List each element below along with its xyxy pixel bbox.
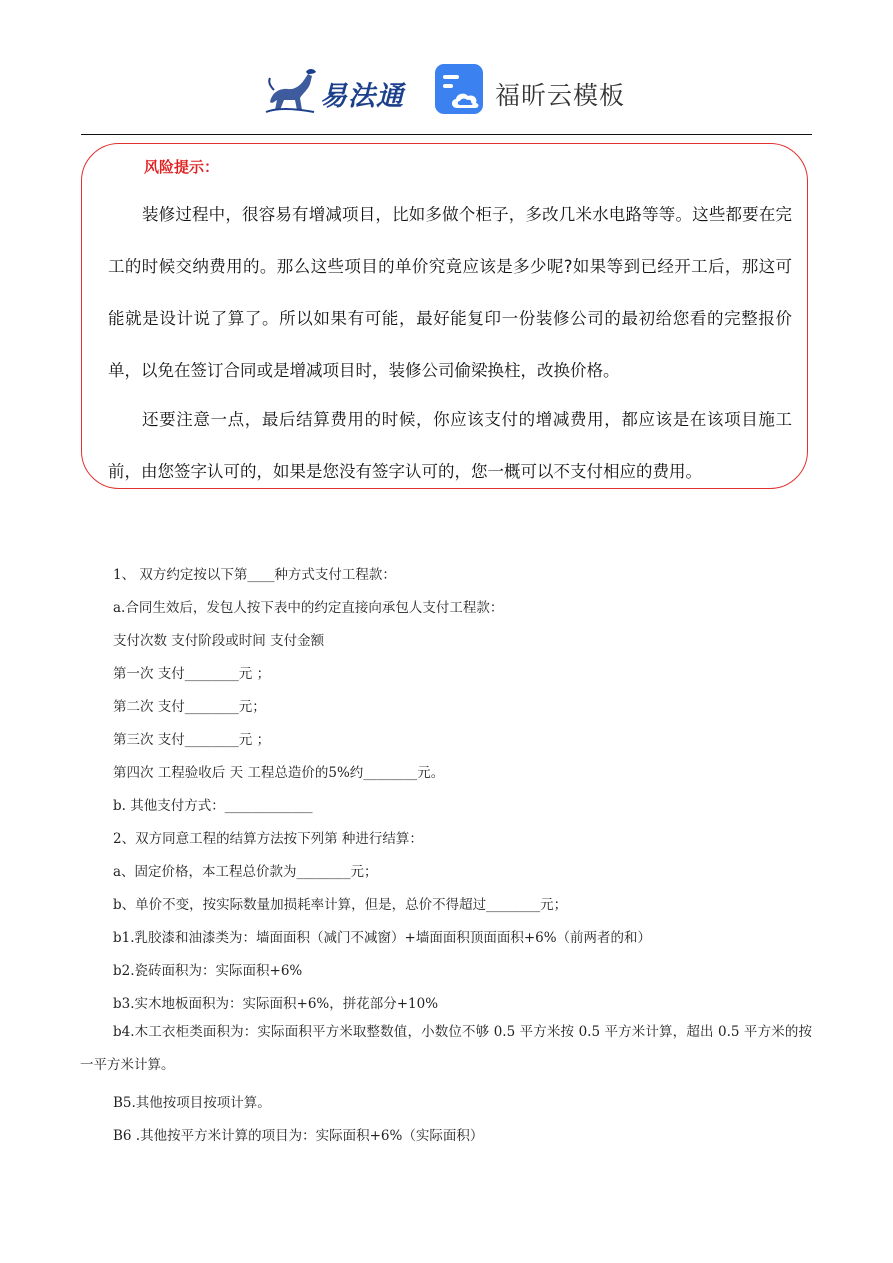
clause-2-settlement-method: 2、双方同意工程的结算方法按下列第 种进行结算： [113,831,423,847]
payment-fourth: 第四次 工程验收后 天 工程总造价的5%约________元。 [113,765,445,781]
rule-b3-wood-floor: b3.实木地板面积为：实际面积+6%，拼花部分+10% [113,996,439,1012]
payment-table-header: 支付次数 支付阶段或时间 支付金额 [113,633,325,649]
brand-left-label: 易法通 [320,81,404,112]
header-divider [81,134,812,135]
risk-notice-paragraph-1: 装修过程中，很容易有增减项目，比如多做个柜子，多改几米水电路等等。这些都要在完工的时候交纳费用的。那么这些项目的单价究竟应该是多少呢?如果等到已经开工后，那这可能就是设计说了算了。所以如果有可能，最好能复印一份装修公司的最初给您看的完整报价单，以免在签订合同或是增减项目时，装修公司偷梁换柱，改换价格。 [108,205,792,380]
clause-b-other-payment: b. 其他支付方式：_____________ [113,798,313,814]
settlement-fixed-price: a、固定价格，本工程总价款为________元； [113,864,378,880]
payment-second: 第二次 支付________元； [113,699,266,715]
rule-b2-tile: b2.瓷砖面积为：实际面积+6% [113,963,303,979]
clause-1-payment-method: 1、 双方约定按以下第____种方式支付工程款： [113,567,396,583]
qilin-icon [262,62,322,118]
clause-a-direct-payment: a.合同生效后，发包人按下表中的约定直接向承包人支付工程款： [113,600,504,616]
rule-b4-wardrobe: b4.木工衣柜类面积为：实际面积平方米取整数值，小数位不够 0.5 平方米按 0.5 平方米计算，超出 0.5 平方米的按一平方米计算。 [80,1024,812,1073]
fuxin-logo [435,64,645,116]
brand-right-label: 福昕云模板 [495,81,626,110]
payment-first: 第一次 支付________元 ； [113,666,271,682]
payment-third: 第三次 支付________元 ； [113,732,271,748]
page-header [0,60,893,120]
rule-b1-paint: b1.乳胶漆和油漆类为：墙面面积（减门不减窗）+墙面面积顶面面积+6%（前两者的和） [113,930,652,946]
rule-b6-square-meter-items: B6 .其他按平方米计算的项目为：实际面积+6%（实际面积） [113,1128,484,1144]
risk-notice-paragraph-2: 还要注意一点，最后结算费用的时候，你应该支付的增减费用，都应该是在该项目施工前，由您签字认可的，如果是您没有签字认可的，您一概可以不支付相应的费用。 [108,410,792,481]
risk-notice-title: 风险提示： [144,158,220,176]
yifatong-logo [262,62,412,118]
settlement-unit-price: b、单价不变，按实际数量加损耗率计算，但是，总价不得超过________元； [113,897,568,913]
cloud-document-icon [435,64,487,116]
rule-b5-other-items: B5.其他按项目按项计算。 [113,1095,271,1111]
